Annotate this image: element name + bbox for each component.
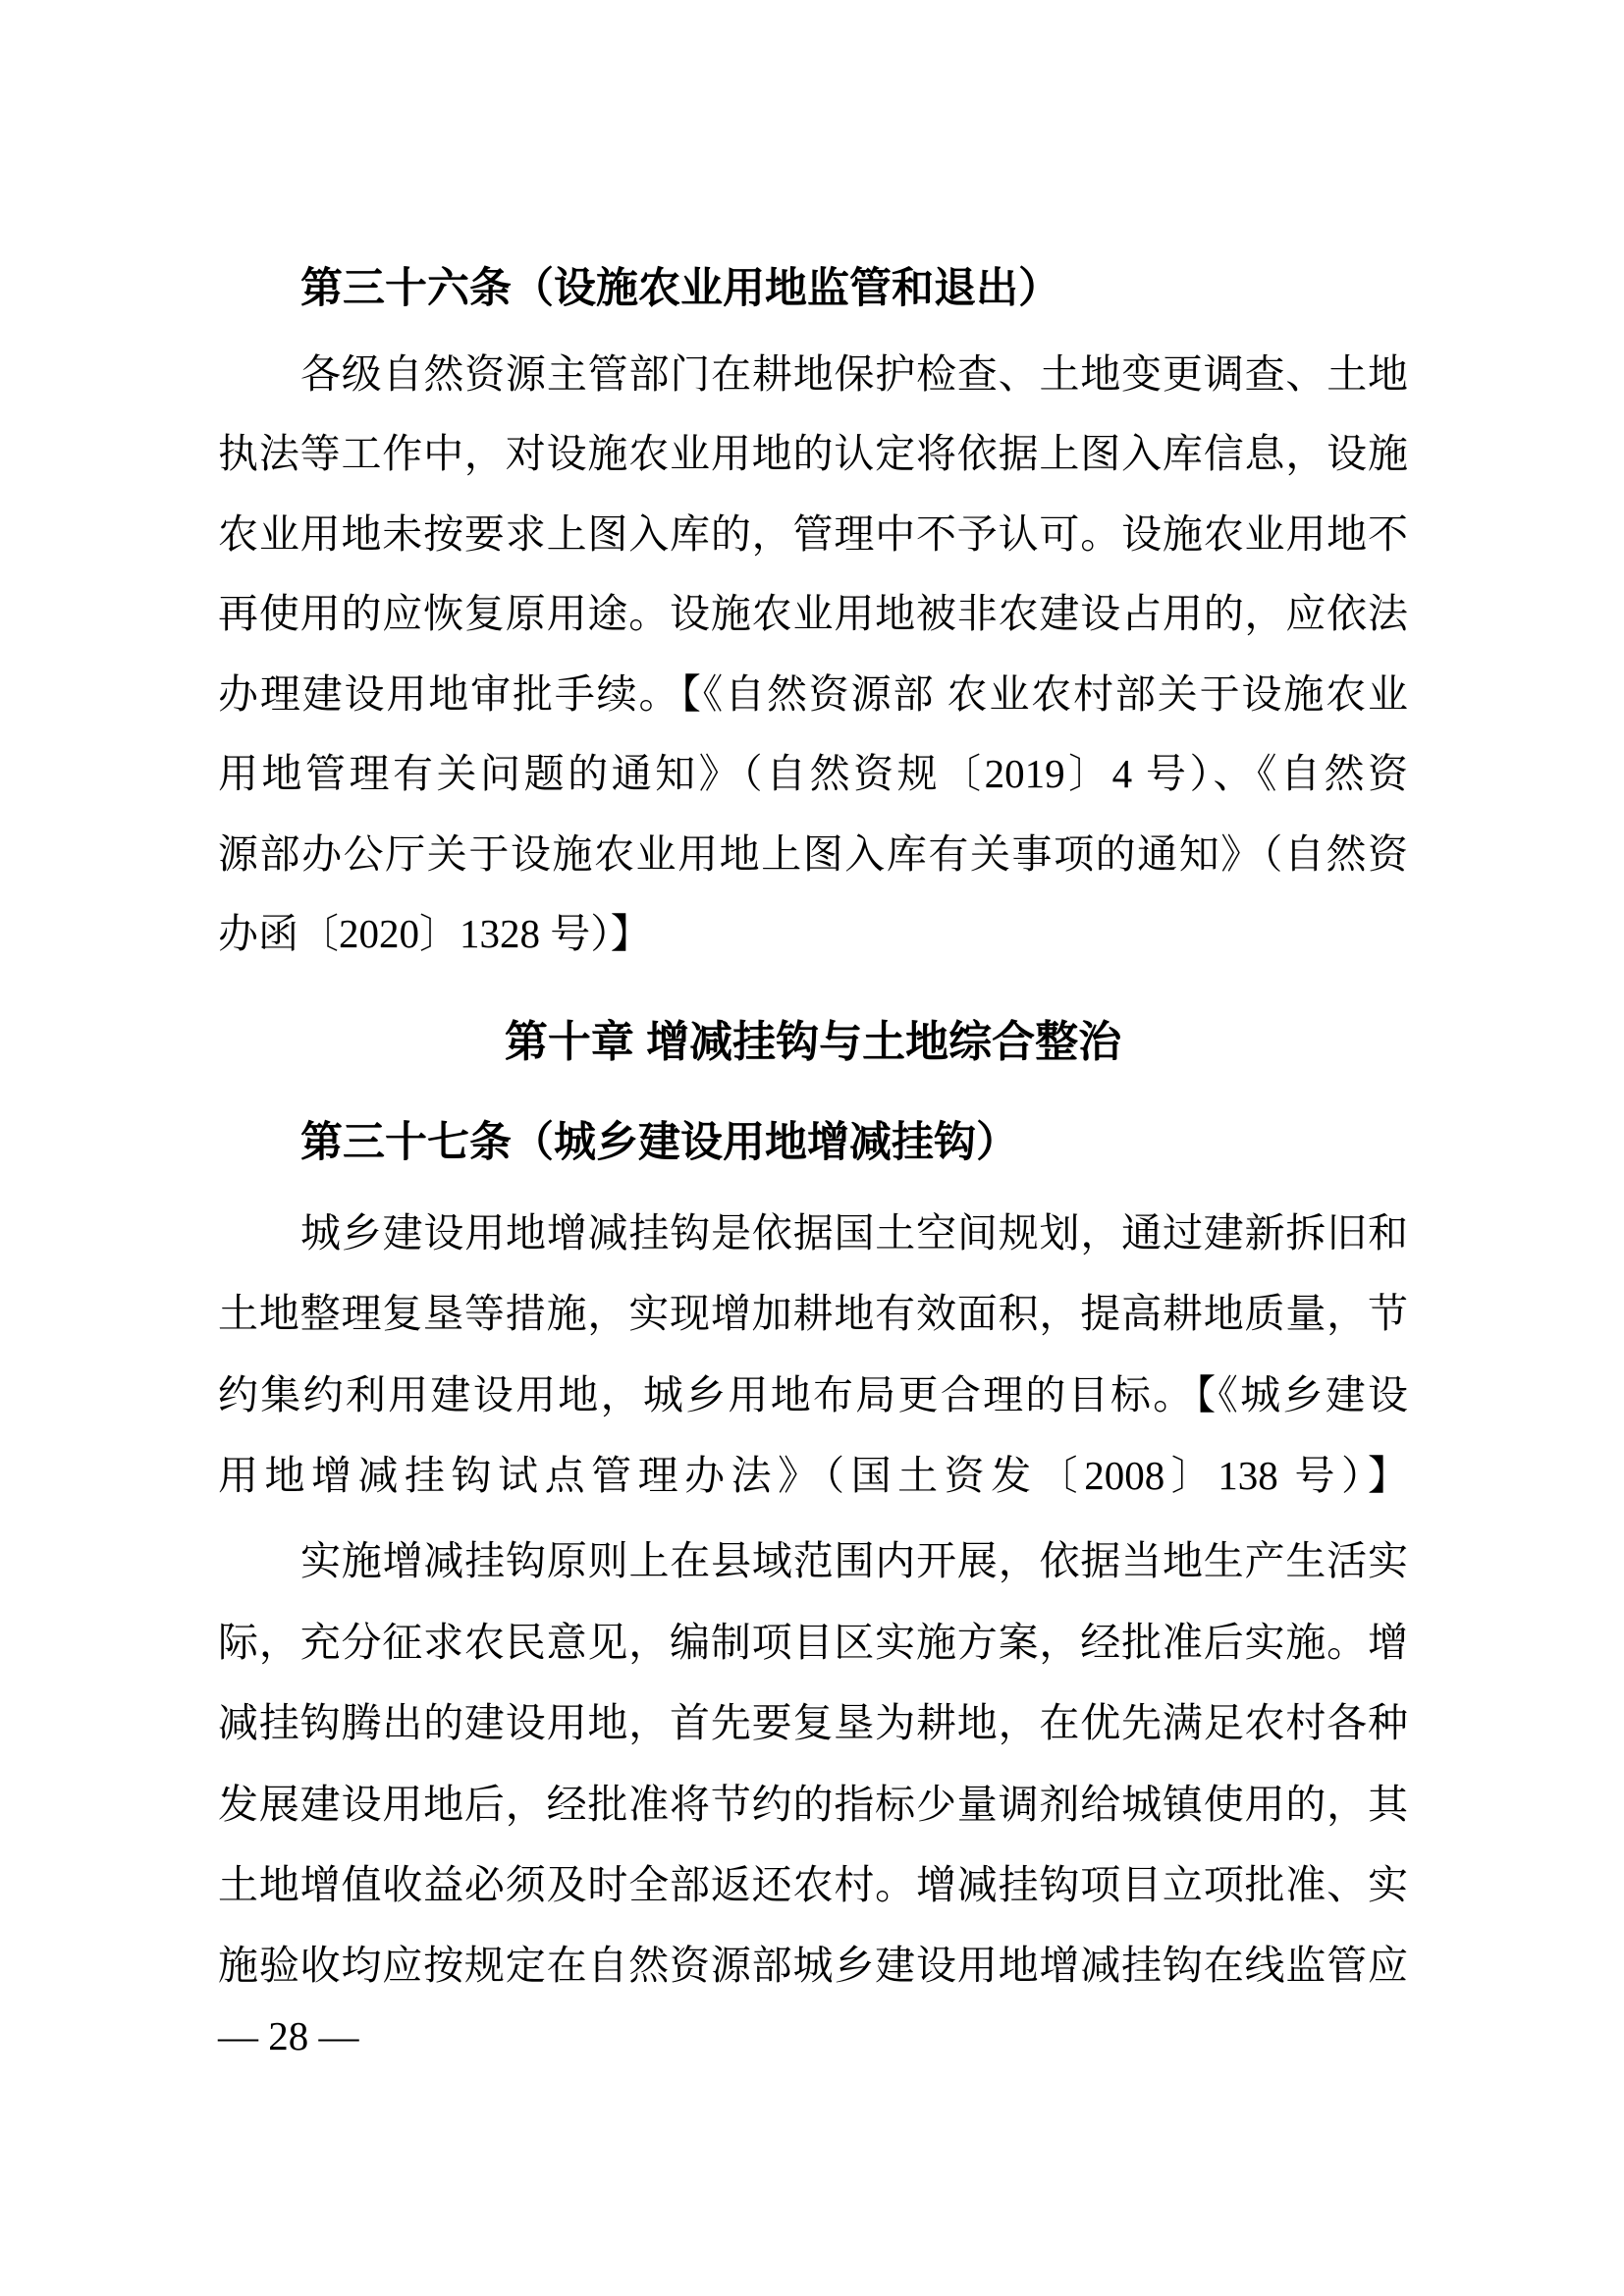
article-37-p1-line-1: 城乡建设用地增减挂钩是依据国土空间规划，通过建新拆旧和 (300, 1210, 1408, 1255)
article-37-p2-line-6: 施验收均应按规定在自然资源部城乡建设用地增减挂钩在线监管应 (218, 1943, 1408, 1988)
article-36-line-6: 用地管理有关问题的通知》（自然资规〔2019〕4 号）、《自然资 (218, 751, 1408, 796)
article-37-p1-line-4: 用地增减挂钩试点管理办法》（国土资发〔2008〕138 号）】 (218, 1453, 1408, 1498)
article-37-heading: 第三十七条（城乡建设用地增减挂钩） (300, 1119, 1018, 1166)
article-36-line-8: 办函〔2020〕1328 号）】 (218, 911, 651, 956)
chapter-10-heading: 第十章 增减挂钩与土地综合整治 (504, 1018, 1122, 1066)
article-37-p1-line-2: 土地整理复垦等措施，实现增加耕地有效面积，提高耕地质量，节 (218, 1291, 1408, 1336)
article-36-line-4: 再使用的应恢复原用途。设施农业用地被非农建设占用的，应依法 (218, 591, 1408, 636)
article-37-p2-line-3: 减挂钩腾出的建设用地，首先要复垦为耕地，在优先满足农村各种 (218, 1700, 1408, 1745)
article-37-p2-line-4: 发展建设用地后，经批准将节约的指标少量调剂给城镇使用的，其 (218, 1782, 1408, 1827)
article-36-heading: 第三十六条（设施农业用地监管和退出） (300, 265, 1060, 312)
article-37-p2-line-1: 实施增减挂钩原则上在县域范围内开展，依据当地生产生活实 (300, 1538, 1408, 1583)
article-37-p2-line-2: 际，充分征求农民意见，编制项目区实施方案，经批准后实施。增 (218, 1620, 1408, 1665)
article-36-line-2: 执法等工作中，对设施农业用地的认定将依据上图入库信息，设施 (218, 431, 1408, 476)
article-36-line-1: 各级自然资源主管部门在耕地保护检查、土地变更调查、土地 (300, 351, 1408, 397)
article-37-p1-line-3: 约集约利用建设用地，城乡用地布局更合理的目标。【《城乡建设 (218, 1372, 1408, 1417)
article-37-p2-line-5: 土地增值收益必须及时全部返还农村。增减挂钩项目立项批准、实 (218, 1862, 1408, 1907)
article-36-line-5: 办理建设用地审批手续。【《自然资源部 农业农村部关于设施农业 (218, 671, 1408, 717)
article-36-line-3: 农业用地未按要求上图入库的，管理中不予认可。设施农业用地不 (218, 511, 1408, 557)
article-36-line-7: 源部办公厅关于设施农业用地上图入库有关事项的通知》（自然资 (218, 831, 1408, 877)
page-number: — 28 — (218, 2013, 359, 2058)
